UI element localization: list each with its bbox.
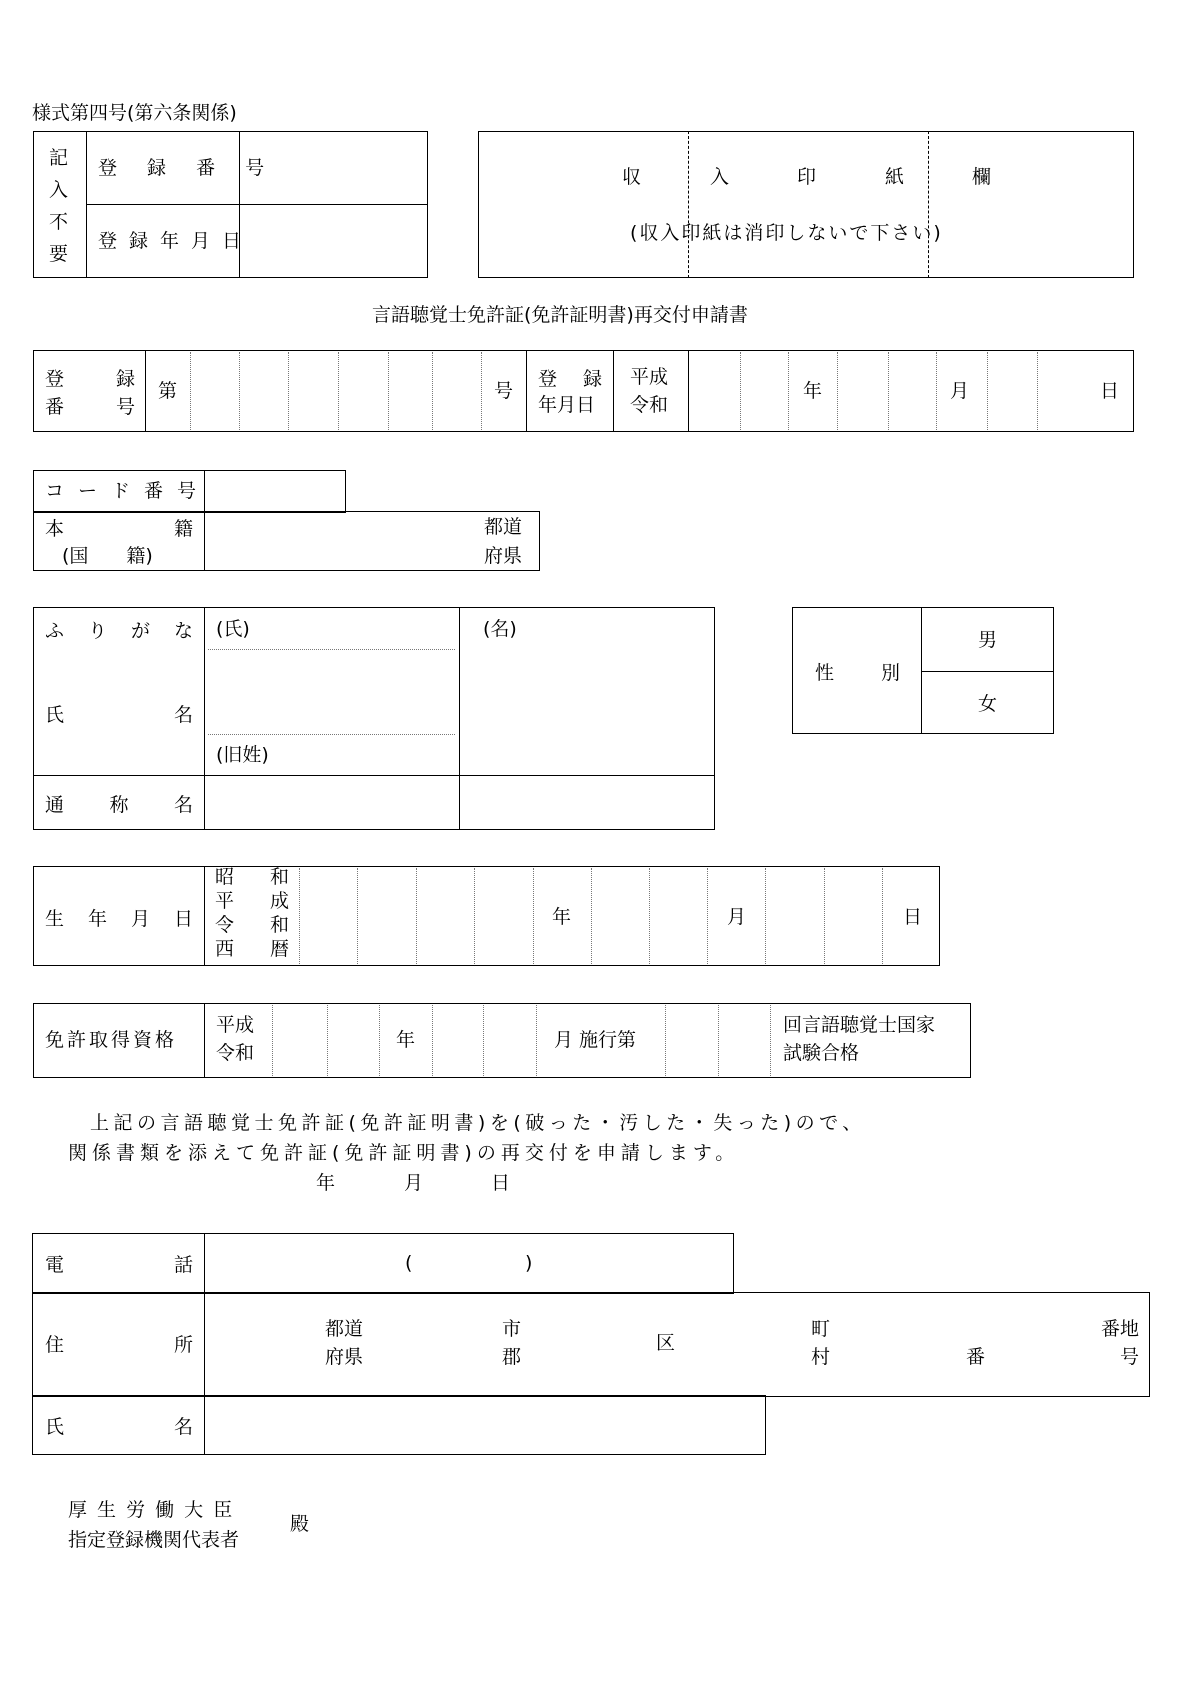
registration-date-input[interactable] bbox=[690, 352, 1132, 430]
addressee-minister: 厚 生 労 働 大 臣 bbox=[68, 1499, 235, 1521]
number-prefix: 第 bbox=[158, 380, 178, 402]
stamp-label-char: 印 bbox=[797, 166, 817, 188]
divider bbox=[33, 775, 715, 776]
stamp-label-char: 紙 bbox=[885, 166, 905, 188]
banchi-suffix: 番地 bbox=[1101, 1318, 1140, 1340]
applicant-name-label: 氏 名 bbox=[45, 1416, 193, 1438]
stamp-label-char: 収 bbox=[622, 166, 642, 188]
month-label: 月 bbox=[727, 906, 747, 928]
address-label: 住 所 bbox=[45, 1334, 193, 1356]
gender-male-option[interactable]: 男 bbox=[978, 629, 998, 651]
era-option[interactable]: 平成 bbox=[216, 1014, 255, 1036]
divider bbox=[204, 866, 205, 966]
registration-number-label: 登 録 番 号 bbox=[98, 157, 277, 179]
prefecture-suffix: 都道 bbox=[484, 516, 523, 538]
honseki-input[interactable] bbox=[206, 513, 476, 569]
phone-paren: ) bbox=[525, 1252, 533, 1274]
office-registration-date-field[interactable] bbox=[241, 206, 426, 276]
birthdate-input[interactable] bbox=[301, 868, 938, 964]
era-option-reiwa[interactable]: 令 和 bbox=[215, 914, 289, 936]
gender-female-option[interactable]: 女 bbox=[978, 693, 998, 715]
era-option[interactable]: 令和 bbox=[630, 394, 669, 416]
document-title: 言語聴覚士免許証(免許証明書)再交付申請書 bbox=[372, 304, 748, 326]
divider bbox=[613, 350, 614, 432]
qualification-input[interactable] bbox=[274, 1005, 770, 1076]
office-use-label bbox=[49, 142, 68, 270]
furigana-label: ふ り が な bbox=[45, 620, 193, 642]
era-option[interactable]: 平成 bbox=[630, 366, 669, 388]
divider bbox=[204, 511, 205, 571]
registration-number-row-label: 登 録 bbox=[45, 368, 135, 390]
qualification-label: 免許取得資格 bbox=[45, 1029, 178, 1051]
prefecture-suffix: 府県 bbox=[325, 1346, 364, 1368]
prefecture-suffix: 都道 bbox=[325, 1318, 364, 1340]
divider bbox=[204, 1003, 205, 1078]
exam-label: 試験合格 bbox=[783, 1042, 860, 1064]
addressee-registry: 指定登録機関代表者 bbox=[68, 1529, 240, 1551]
registration-date-row-label: 登 録 bbox=[538, 368, 602, 390]
registration-date-label: 登録年月日 bbox=[98, 230, 254, 252]
divider bbox=[688, 350, 689, 432]
registration-number-row-label: 番 号 bbox=[45, 396, 135, 418]
village-suffix: 村 bbox=[811, 1346, 831, 1368]
phone-label: 電 話 bbox=[45, 1254, 193, 1276]
divider bbox=[145, 350, 146, 432]
year-label: 年 bbox=[552, 906, 572, 928]
digit-guide bbox=[272, 1005, 273, 1076]
stamp-guide-line bbox=[688, 131, 689, 278]
code-number-label: コード番号 bbox=[45, 480, 211, 502]
code-number-input[interactable] bbox=[206, 472, 344, 511]
surname-label: (氏) bbox=[216, 618, 250, 640]
phone-input[interactable] bbox=[206, 1235, 732, 1291]
day-label: 日 bbox=[903, 906, 923, 928]
address-input[interactable] bbox=[206, 1294, 1148, 1395]
char: 不 bbox=[49, 211, 69, 233]
ward-suffix: 区 bbox=[656, 1332, 676, 1354]
statement-line: 上記の言語聴覚士免許証(免許証明書)を(破った・汚した・失った)ので、 bbox=[90, 1112, 866, 1134]
era-option-heisei[interactable]: 平 成 bbox=[215, 890, 289, 912]
era-option[interactable]: 令和 bbox=[216, 1042, 255, 1064]
digit-guide bbox=[299, 868, 300, 964]
surname-input[interactable] bbox=[206, 609, 457, 773]
form-number: 様式第四号(第六条関係) bbox=[32, 102, 237, 124]
statement-line: 関係書類を添えて免許証(免許証明書)の再交付を申請します。 bbox=[68, 1142, 740, 1164]
divider bbox=[526, 350, 527, 432]
year-label: 年 bbox=[803, 380, 823, 402]
applicant-name-input[interactable] bbox=[206, 1397, 764, 1453]
honorific: 殿 bbox=[290, 1513, 310, 1535]
given-name-input[interactable] bbox=[461, 609, 713, 773]
exam-label: 回言語聴覚士国家 bbox=[783, 1014, 936, 1036]
application-year-label: 年 bbox=[316, 1172, 336, 1194]
stamp-label-char: 欄 bbox=[972, 166, 992, 188]
alias-label: 通 称 名 bbox=[45, 794, 193, 816]
month-label: 月 bbox=[950, 380, 970, 402]
char: 記 bbox=[49, 147, 69, 169]
given-name-label: (名) bbox=[483, 618, 517, 640]
digit-guide bbox=[770, 1005, 771, 1076]
registration-date-row-label: 年月日 bbox=[538, 394, 596, 416]
alias-surname-input[interactable] bbox=[206, 777, 457, 828]
prefecture-suffix: 府県 bbox=[484, 545, 523, 567]
office-registration-number-field[interactable] bbox=[241, 133, 426, 203]
alias-given-name-input[interactable] bbox=[461, 777, 713, 828]
char: 要 bbox=[49, 243, 69, 265]
honseki-label: 本 籍 bbox=[45, 518, 193, 540]
era-option-showa[interactable]: 昭 和 bbox=[215, 866, 289, 888]
stamp-guide-line bbox=[928, 131, 929, 278]
era-option-western[interactable]: 西 暦 bbox=[215, 938, 289, 960]
application-month-label: 月 bbox=[404, 1172, 424, 1194]
day-label: 日 bbox=[1100, 380, 1120, 402]
divider bbox=[459, 607, 460, 830]
stamp-note: (収入印紙は消印しないで下さい) bbox=[630, 222, 943, 244]
birthdate-label: 生 年 月 日 bbox=[45, 908, 193, 930]
maiden-name-label: (旧姓) bbox=[216, 744, 269, 766]
town-suffix: 町 bbox=[811, 1318, 831, 1340]
application-day-label: 日 bbox=[491, 1172, 511, 1194]
city-suffix: 市 bbox=[502, 1318, 522, 1340]
registration-number-input[interactable] bbox=[180, 352, 490, 430]
revenue-stamp-box[interactable] bbox=[478, 131, 1134, 278]
divider bbox=[86, 204, 428, 205]
phone-paren: ( bbox=[405, 1252, 413, 1274]
nationality-label: (国 籍) bbox=[62, 545, 153, 567]
char: 入 bbox=[49, 179, 69, 201]
name-label: 氏 名 bbox=[45, 704, 193, 726]
stamp-label-char: 入 bbox=[710, 166, 730, 188]
application-date-input[interactable] bbox=[230, 1168, 520, 1198]
go-suffix: 号 bbox=[1120, 1346, 1140, 1368]
county-suffix: 郡 bbox=[502, 1346, 522, 1368]
divider bbox=[921, 671, 1054, 672]
number-suffix: 号 bbox=[494, 380, 514, 402]
gender-label: 性 別 bbox=[815, 662, 900, 684]
ban-suffix: 番 bbox=[966, 1346, 986, 1368]
divider bbox=[204, 1233, 205, 1455]
divider bbox=[204, 607, 205, 830]
year-label: 年 bbox=[396, 1029, 416, 1051]
month-enforcement-label: 月 施行第 bbox=[554, 1029, 637, 1051]
